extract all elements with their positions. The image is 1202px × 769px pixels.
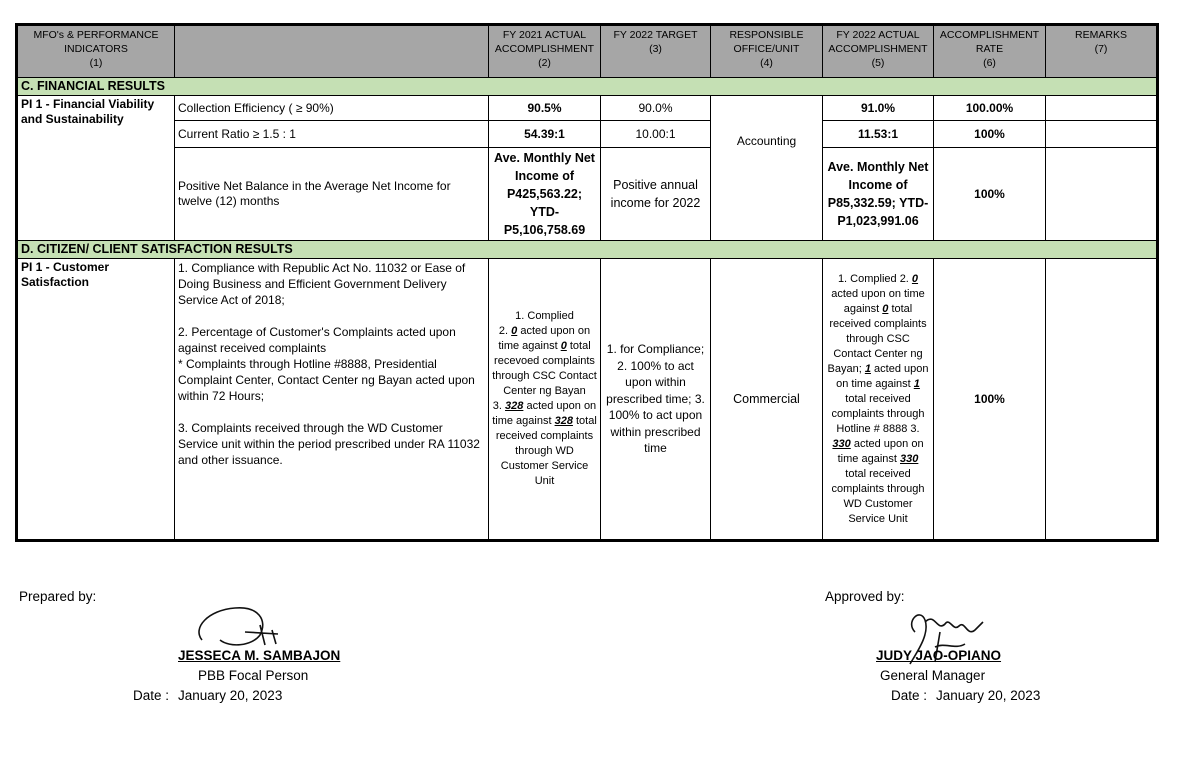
- office-cell: Accounting: [711, 96, 823, 241]
- indicator-cell: Positive Net Balance in the Average Net Income for twelve (12) months: [175, 148, 489, 241]
- approved-date: January 20, 2023: [936, 688, 1041, 703]
- table-row: [17, 121, 1158, 148]
- count-value: 0: [560, 340, 567, 352]
- prepared-date: January 20, 2023: [178, 688, 283, 703]
- section-financial: [17, 78, 1158, 96]
- text-segment: 1. Complied 2.: [498, 310, 574, 337]
- count-value: 1: [864, 362, 871, 375]
- target-cell: 1. for Compliance; 2. 100% to act upon within prescribed time; 3. 100% to act upon within prescribed time: [601, 259, 711, 541]
- fy2021-cell: 90.5%: [489, 96, 601, 121]
- count-value: 330: [900, 452, 919, 465]
- remarks-cell: [1046, 259, 1158, 541]
- indicator-cell: Collection Efficiency ( ≥ 90%): [175, 96, 489, 121]
- remarks-cell: [1046, 148, 1158, 241]
- signature-scribble: [190, 600, 290, 655]
- count-value: 328: [505, 400, 524, 412]
- text-segment: total received complaints through WD Customer Service Unit: [495, 415, 597, 487]
- text-segment: acted upon on time against: [492, 400, 597, 427]
- indicator-cell: Current Ratio ≥ 1.5 : 1: [175, 121, 489, 148]
- rate-cell: 100.00%: [934, 96, 1046, 121]
- count-value: 0: [911, 272, 919, 285]
- approved-by-name: JUDY JAO-OPIANO: [876, 648, 1002, 663]
- count-value: 330: [832, 437, 851, 450]
- text-segment: acted upon on time against: [837, 437, 924, 465]
- table-row: [17, 148, 1158, 241]
- header-mfo: MFO's & PERFORMANCE INDICATORS (1): [17, 25, 175, 78]
- text-segment: acted upon on time against: [498, 325, 591, 352]
- office-cell: Commercial: [711, 259, 823, 541]
- count-value: 0: [511, 325, 518, 337]
- text-segment: total received complaints through Hotline # 8888 3.: [831, 392, 925, 435]
- table-row: [17, 96, 1158, 121]
- header-fy2022-target: FY 2022 TARGET (3): [601, 25, 711, 78]
- target-cell: 10.00:1: [601, 121, 711, 148]
- performance-report-table: [15, 23, 1159, 542]
- header-fy2021: FY 2021 ACTUAL ACCOMPLISHMENT (2): [489, 25, 601, 78]
- indicator-cell: 1. Compliance with Republic Act No. 11032 or Ease of Doing Business and Efficient Government Delivery Service Act of 2018; 2. Percentage of Customer's Complaints acted upon against received complaints * Complaints through Hotline #8888, Presidential Complaint Center, Contact Center ng Bayan acted upon within 72 Hours; 3. Complaints received through the WD Customer Service unit within the period prescribed under RA 11032 and other issuance.: [175, 259, 489, 541]
- header-fy2022-actual: FY 2022 ACTUAL ACCOMPLISHMENT (5): [823, 25, 934, 78]
- header-responsible-office: RESPONSIBLE OFFICE/UNIT (4): [711, 25, 823, 78]
- count-value: 328: [554, 415, 573, 427]
- pi-financial: PI 1 - Financial Viability and Sustainability: [17, 96, 175, 241]
- rate-cell: 100%: [934, 121, 1046, 148]
- text-segment: acted upon on time against: [836, 362, 929, 390]
- header-remarks: REMARKS (7): [1046, 25, 1158, 78]
- text-segment: total recevoed complaints through CSC Contact Center ng Bayan 3.: [492, 340, 597, 412]
- header-indicator-blank: [175, 25, 489, 78]
- section-citizen: [17, 241, 1158, 259]
- fy2022-cell: 91.0%: [823, 96, 934, 121]
- text-segment: acted upon on time against: [831, 287, 925, 315]
- fy2021-cell: Ave. Monthly Net Income of P425,563.22; YTD-P5,106,758.69: [489, 148, 601, 241]
- text-segment: 1. Complied 2.: [837, 272, 912, 285]
- remarks-cell: [1046, 96, 1158, 121]
- prepared-by-name: JESSECA M. SAMBAJON: [178, 648, 341, 663]
- header-row: [17, 25, 1158, 78]
- fy2021-cell: [489, 259, 601, 541]
- prepared-by-title: PBB Focal Person: [198, 668, 309, 683]
- fy2022-cell: 11.53:1: [823, 121, 934, 148]
- target-cell: Positive annual income for 2022: [601, 148, 711, 241]
- section-title: D. CITIZEN/ CLIENT SATISFACTION RESULTS: [17, 241, 1158, 259]
- fy2021-cell: 54.39:1: [489, 121, 601, 148]
- section-title: C. FINANCIAL RESULTS: [17, 78, 1158, 96]
- count-value: 0: [882, 302, 889, 315]
- header-accomplishment-rate: ACCOMPLISHMENT RATE (6): [934, 25, 1046, 78]
- approved-by-label: Approved by:: [825, 589, 905, 604]
- remarks-cell: [1046, 121, 1158, 148]
- fy2022-cell: [823, 259, 934, 541]
- pi-customer: PI 1 - Customer Satisfaction: [17, 259, 175, 541]
- table-row: [17, 259, 1158, 541]
- fy2022-cell: Ave. Monthly Net Income of P85,332.59; YTD-P1,023,991.06: [823, 148, 934, 241]
- text-segment: total received complaints through CSC Contact Center ng Bayan;: [827, 302, 927, 375]
- count-value: 1: [913, 377, 920, 390]
- rate-cell: 100%: [934, 148, 1046, 241]
- approved-date-label: Date :: [891, 688, 928, 703]
- prepared-by-label: Prepared by:: [19, 589, 97, 604]
- prepared-date-label: Date :: [133, 688, 170, 703]
- target-cell: 90.0%: [601, 96, 711, 121]
- approved-by-title: General Manager: [880, 668, 986, 683]
- text-segment: total received complaints through WD Customer Service Unit: [831, 467, 925, 525]
- rate-cell: 100%: [934, 259, 1046, 541]
